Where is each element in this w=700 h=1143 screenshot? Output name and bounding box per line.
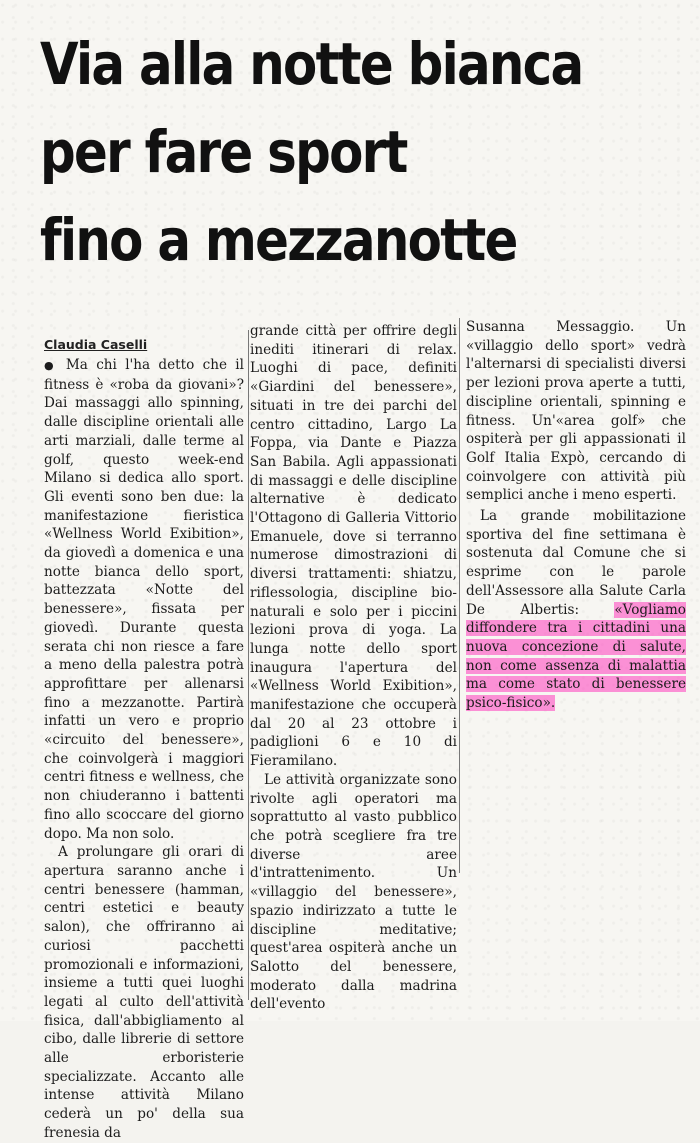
column-1-paragraph-2: A prolungare gli orari di apertura saranno anche i centri benessere (hamman, centri estetici e beauty salon), che offriranno ai curiosi pacchetti promozionali e informazioni, insieme a tutti quei luoghi legati al culto dell'attività fisica, dall'abbigliamento al cibo, dalle librerie di settore alle erboristerie specializzate. Accanto alle intense attività Milano cederà un po' della sua frenesia da — [44, 844, 244, 1141]
column-1-paragraph-1 — [44, 356, 244, 843]
headline-line-1: Via alla notte bianca — [40, 30, 583, 98]
paragraph-text: Ma chi l'ha detto che il fitness è «roba da giovani»? Dai massaggi allo spinning, dalle discipline orientali alle arti marziali, dalle terme al golf, questo week-end Milano si dedica allo sport. Gli eventi sono ben due: la manifestazione fieristica «Wellness World Exibition», da giovedì a domenica e una notte bianca dello sport, battezzata «Notte del benessere», fissata per giovedì. Durante questa serata chi non riesce a fare a meno della palestra potrà approfittare per allenarsi fino a mezzanotte. Partirà infatti un vero e proprio «circuito del benessere», che coinvolgerà i maggiori centri fitness e wellness, che non chiuderanno i battenti fino allo scoccare del giorno dopo. Ma non solo. — [44, 357, 244, 842]
column-divider-2 — [459, 318, 460, 873]
column-3-paragraph-2 — [466, 507, 686, 713]
highlighted-quote: «Vogliamo diffondere tra i cittadini una nuova concezione di salute, non come assenza di malattia ma come stato di benessere psico-fisico». — [466, 601, 686, 712]
headline-line-3: fino a mezzanotte — [40, 206, 517, 274]
bullet-icon: ● — [44, 359, 58, 372]
headline-line-2: per fare sport — [40, 118, 407, 186]
article-column-2 — [250, 322, 457, 1014]
column-2-paragraph-2: Le attività organizzate sono rivolte agli operatori ma soprattutto al vasto pubblico che potrà scegliere fra tre diverse aree d'intrattenimento. Un «villaggio del benessere», spazio indirizzato a tutte le discipline meditative; quest'area ospiterà anche un Salotto del benessere, moderato dalla madrina dell'evento — [250, 771, 457, 1013]
article-column-1 — [44, 356, 244, 1143]
author-byline: Claudia Caselli — [44, 337, 148, 352]
article-column-3 — [466, 318, 686, 713]
headline — [40, 20, 599, 284]
quote-intro: La grande mobilitazione sportiva del fine settimana è sostenuta dal Comune che si esprime con le parole dell'Assessore alla Salute Carla De Albertis: — [466, 508, 686, 618]
column-3-paragraph-1: Susanna Messaggio. Un «villaggio dello sport» vedrà l'alternarsi di specialisti diversi per lezioni prova aperte a tutti, discipline orientali, spinning e fitness. Un'«area golf» che ospiterà per gli appassionati il Golf Italia Expò, cercando di coinvolgere con attività più semplici anche i meno esperti. — [466, 319, 686, 504]
column-2-paragraph-1: grande città per offrire degli inediti itinerari di relax. Luoghi di pace, definiti «Giardini del benessere», situati in tre dei parchi del centro cittadino, Largo La Foppa, via Dante e Piazza San Babila. Agli appassionati di massaggi e delle discipline alternative è dedicato l'Ottagono di Galleria Vittorio Emanuele, dove si terranno numerose dimostrazioni di diversi trattamenti: shiatzu, riflessologia, discipline bio-naturali e solo per i piccini lezioni prova di yoga. La lunga notte dello sport inaugura l'apertura del «Wellness World Exibition», manifestazione che occuperà dal 20 al 23 ottobre i padiglioni 6 e 10 di Fieramilano. — [250, 323, 457, 770]
column-divider-1 — [248, 330, 249, 1000]
